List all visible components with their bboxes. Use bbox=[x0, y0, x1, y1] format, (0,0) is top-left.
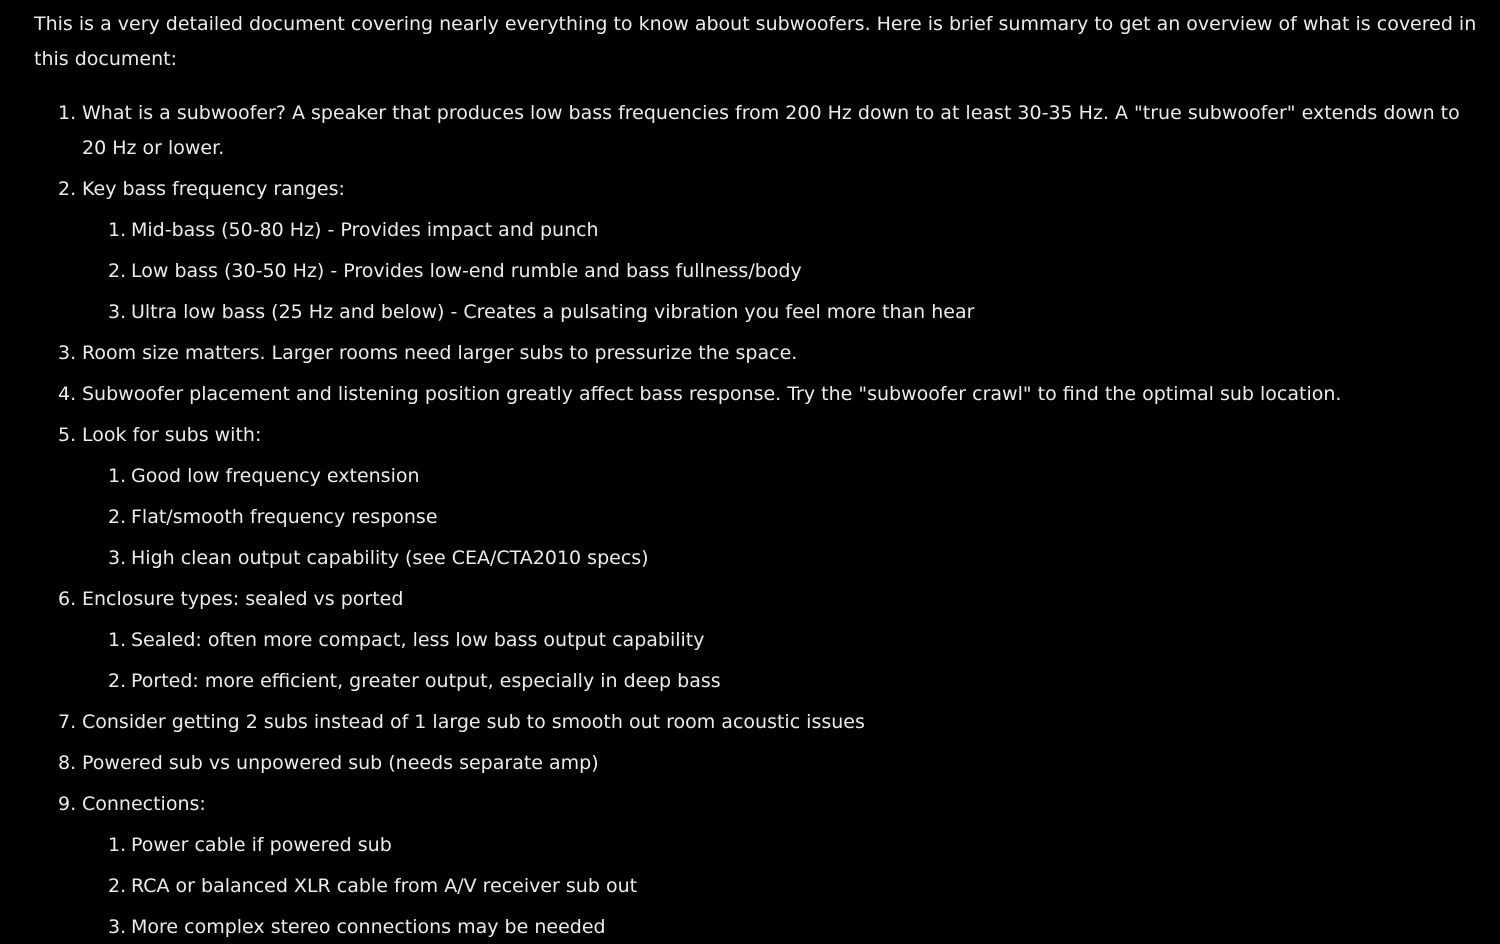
list-item bbox=[34, 418, 1482, 576]
sub-list-item-text: Power cable if powered sub bbox=[131, 834, 392, 856]
sub-list-item-number: 1. bbox=[108, 459, 126, 494]
list-item bbox=[34, 746, 1482, 781]
summary-list bbox=[34, 96, 1482, 944]
sub-list-item-text: High clean output capability (see CEA/CTA2010 specs) bbox=[131, 547, 649, 569]
list-item-text: Look for subs with: bbox=[82, 424, 261, 446]
sub-list-item bbox=[82, 541, 1482, 576]
sub-list-item bbox=[82, 213, 1482, 248]
sub-list-item-number: 2. bbox=[108, 664, 126, 699]
list-item-text: Enclosure types: sealed vs ported bbox=[82, 588, 403, 610]
sub-list-item-text: Sealed: often more compact, less low bass output capability bbox=[131, 629, 705, 651]
list-item-text: Key bass frequency ranges: bbox=[82, 178, 345, 200]
list-item-number: 8. bbox=[58, 746, 76, 781]
sub-list-item bbox=[82, 459, 1482, 494]
list-item-number: 4. bbox=[58, 377, 76, 412]
list-item-text: Room size matters. Larger rooms need larger subs to pressurize the space. bbox=[82, 342, 797, 364]
list-item bbox=[34, 377, 1482, 412]
sub-list-item-number: 2. bbox=[108, 254, 126, 289]
sub-list-item-text: Good low frequency extension bbox=[131, 465, 420, 487]
sub-list-item bbox=[82, 254, 1482, 289]
sub-list-item-number: 2. bbox=[108, 869, 126, 904]
sub-list bbox=[82, 623, 1482, 699]
sub-list-item bbox=[82, 623, 1482, 658]
sub-list-item-number: 3. bbox=[108, 910, 126, 944]
list-item-number: 9. bbox=[58, 787, 76, 822]
list-item-number: 1. bbox=[58, 96, 76, 131]
sub-list-item-text: Low bass (30-50 Hz) - Provides low-end rumble and bass fullness/body bbox=[131, 260, 802, 282]
list-item-number: 7. bbox=[58, 705, 76, 740]
list-item bbox=[34, 96, 1482, 165]
intro-paragraph: This is a very detailed document covering nearly everything to know about subwoofers. Here is brief summary to get an overview of what is covered in this document: bbox=[34, 7, 1482, 76]
sub-list-item-number: 1. bbox=[108, 623, 126, 658]
list-item-text: Consider getting 2 subs instead of 1 large sub to smooth out room acoustic issues bbox=[82, 711, 865, 733]
sub-list-item-number: 3. bbox=[108, 541, 126, 576]
sub-list-item-text: More complex stereo connections may be needed bbox=[131, 916, 606, 938]
sub-list-item bbox=[82, 910, 1482, 944]
sub-list-item bbox=[82, 869, 1482, 904]
sub-list-item-text: RCA or balanced XLR cable from A/V receiver sub out bbox=[131, 875, 637, 897]
list-item-number: 2. bbox=[58, 172, 76, 207]
sub-list-item-text: Ported: more efficient, greater output, especially in deep bass bbox=[131, 670, 721, 692]
list-item-number: 3. bbox=[58, 336, 76, 371]
list-item bbox=[34, 787, 1482, 944]
sub-list-item-text: Ultra low bass (25 Hz and below) - Creates a pulsating vibration you feel more than hear bbox=[131, 301, 974, 323]
sub-list-item bbox=[82, 500, 1482, 535]
sub-list-item-number: 1. bbox=[108, 213, 126, 248]
sub-list-item bbox=[82, 664, 1482, 699]
list-item bbox=[34, 582, 1482, 699]
list-item-text: Connections: bbox=[82, 793, 206, 815]
list-item-text: Subwoofer placement and listening position greatly affect bass response. Try the "subwoofer crawl" to find the optimal sub location. bbox=[82, 383, 1341, 405]
list-item-number: 6. bbox=[58, 582, 76, 617]
sub-list-item-text: Mid-bass (50-80 Hz) - Provides impact and punch bbox=[131, 219, 599, 241]
sub-list bbox=[82, 459, 1482, 576]
sub-list-item-text: Flat/smooth frequency response bbox=[131, 506, 438, 528]
sub-list-item-number: 3. bbox=[108, 295, 126, 330]
list-item-text: What is a subwoofer? A speaker that produces low bass frequencies from 200 Hz down to at least 30-35 Hz. A "true subwoofer" extends down to 20 Hz or lower. bbox=[82, 102, 1460, 159]
list-item-text: Powered sub vs unpowered sub (needs separate amp) bbox=[82, 752, 599, 774]
list-item bbox=[34, 336, 1482, 371]
sub-list-item bbox=[82, 828, 1482, 863]
list-item bbox=[34, 172, 1482, 330]
sub-list-item-number: 2. bbox=[108, 500, 126, 535]
sub-list-item-number: 1. bbox=[108, 828, 126, 863]
sub-list bbox=[82, 213, 1482, 330]
list-item-number: 5. bbox=[58, 418, 76, 453]
sub-list bbox=[82, 828, 1482, 944]
sub-list-item bbox=[82, 295, 1482, 330]
list-item bbox=[34, 705, 1482, 740]
